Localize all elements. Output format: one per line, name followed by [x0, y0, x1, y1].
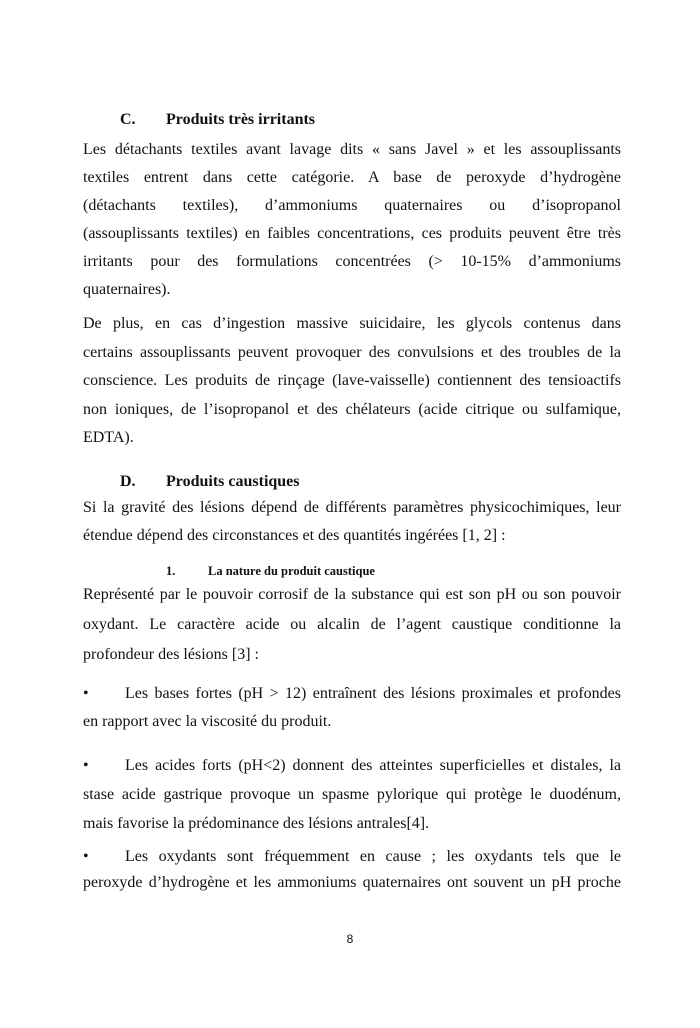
section-heading-c: [83, 108, 658, 132]
text-line: [83, 522, 621, 550]
text-span: profondeur des lésions [3] :: [83, 645, 259, 663]
bullet-item-1: [83, 680, 621, 736]
subheading-number: 1.: [166, 563, 176, 578]
heading-number: C.: [120, 111, 136, 128]
text-line: [83, 610, 621, 640]
text-line: [83, 248, 621, 276]
heading-title: Produits caustiques: [166, 472, 300, 490]
text-line: [83, 424, 621, 453]
bullet-icon: •: [83, 684, 89, 702]
page-number: 8: [346, 932, 354, 946]
text-span: conscience. Les produits de rinçage (lave-vaisselle) contiennent des tensioactifs: [83, 372, 621, 389]
text-span: EDTA).: [83, 429, 134, 446]
text-line: [83, 494, 621, 522]
text-span: Les acides forts (pH<2) donnent des atteintes superficielles et distales, la: [125, 756, 621, 774]
heading-title: Produits très irritants: [166, 111, 316, 128]
text-span: (détachants textiles), d’ammoniums quaternaires ou d’isopropanol: [83, 197, 621, 214]
text-span: certains assouplissants peuvent provoquer des convulsions et des troubles de la: [83, 343, 621, 361]
text-line: [83, 192, 621, 220]
text-line: [83, 276, 621, 304]
text-span: textiles entrent dans cette catégorie. A base de peroxyde d’hydrogène: [83, 169, 621, 186]
text-span: non ioniques, de l’isopropanol et des chélateurs (acide citrique ou sulfamique,: [83, 400, 621, 418]
text-span: De plus, en cas d’ingestion massive suicidaire, les glycols contenus dans: [83, 315, 621, 332]
text-line: [83, 844, 621, 870]
text-span: (assouplissants textiles) en faibles concentrations, ces produits peuvent être très: [83, 225, 621, 242]
text-span: quaternaires).: [83, 281, 171, 298]
text-span: étendue dépend des circonstances et des quantités ingérées [1, 2] :: [83, 526, 506, 544]
text-line: [83, 870, 621, 896]
text-span: irritants pour des formulations concentrées (> 10-15% d’ammoniums: [83, 253, 621, 270]
section-heading-d: [83, 470, 658, 494]
text-line: [83, 640, 621, 670]
text-span: stase acide gastrique provoque un spasme pylorique qui protège le duodénum,: [83, 785, 621, 803]
text-span: Représenté par le pouvoir corrosif de la substance qui est son pH ou son pouvoir: [83, 585, 621, 603]
text-line: [83, 310, 621, 339]
bullet-item-2: [83, 751, 621, 838]
text-span: Les détachants textiles avant lavage dits « sans Javel » et les assouplissants: [83, 141, 621, 158]
text-line: [83, 164, 621, 192]
text-span: en rapport avec la viscosité du produit.: [83, 712, 332, 730]
text-line: [83, 780, 621, 809]
text-line: [83, 367, 621, 396]
text-line: [83, 708, 621, 736]
heading-number: D.: [120, 472, 136, 490]
text-span: peroxyde d’hydrogène et les ammoniums quaternaires ont souvent un pH proche: [83, 873, 621, 891]
text-line: [83, 580, 621, 610]
text-line: [83, 136, 621, 164]
text-span: Les bases fortes (pH > 12) entraînent des lésions proximales et profondes: [125, 684, 621, 702]
text-line: [83, 220, 621, 248]
subheading-title: La nature du produit caustique: [208, 563, 375, 578]
text-span: oxydant. Le caractère acide ou alcalin de l’agent caustique conditionne la: [83, 615, 621, 633]
text-span: Si la gravité des lésions dépend de différents paramètres physicochimiques, leur: [83, 498, 621, 516]
paragraph-3: [83, 494, 621, 550]
text-line: [83, 680, 621, 708]
bullet-icon: •: [83, 756, 89, 774]
text-line: [83, 339, 621, 368]
text-line: [83, 809, 621, 838]
paragraph-1: [83, 136, 621, 304]
text-span: mais favorise la prédominance des lésions antrales[4].: [83, 814, 430, 832]
bullet-item-3: [83, 844, 621, 896]
paragraph-2: [83, 310, 621, 453]
bullet-icon: •: [83, 847, 89, 865]
paragraph-4: [83, 580, 621, 670]
text-line: [83, 396, 621, 425]
text-span: Les oxydants sont fréquemment en cause ; les oxydants tels que le: [125, 847, 621, 865]
text-line: [83, 751, 621, 780]
page-body: [83, 108, 621, 896]
subsection-heading-1: [83, 562, 700, 580]
